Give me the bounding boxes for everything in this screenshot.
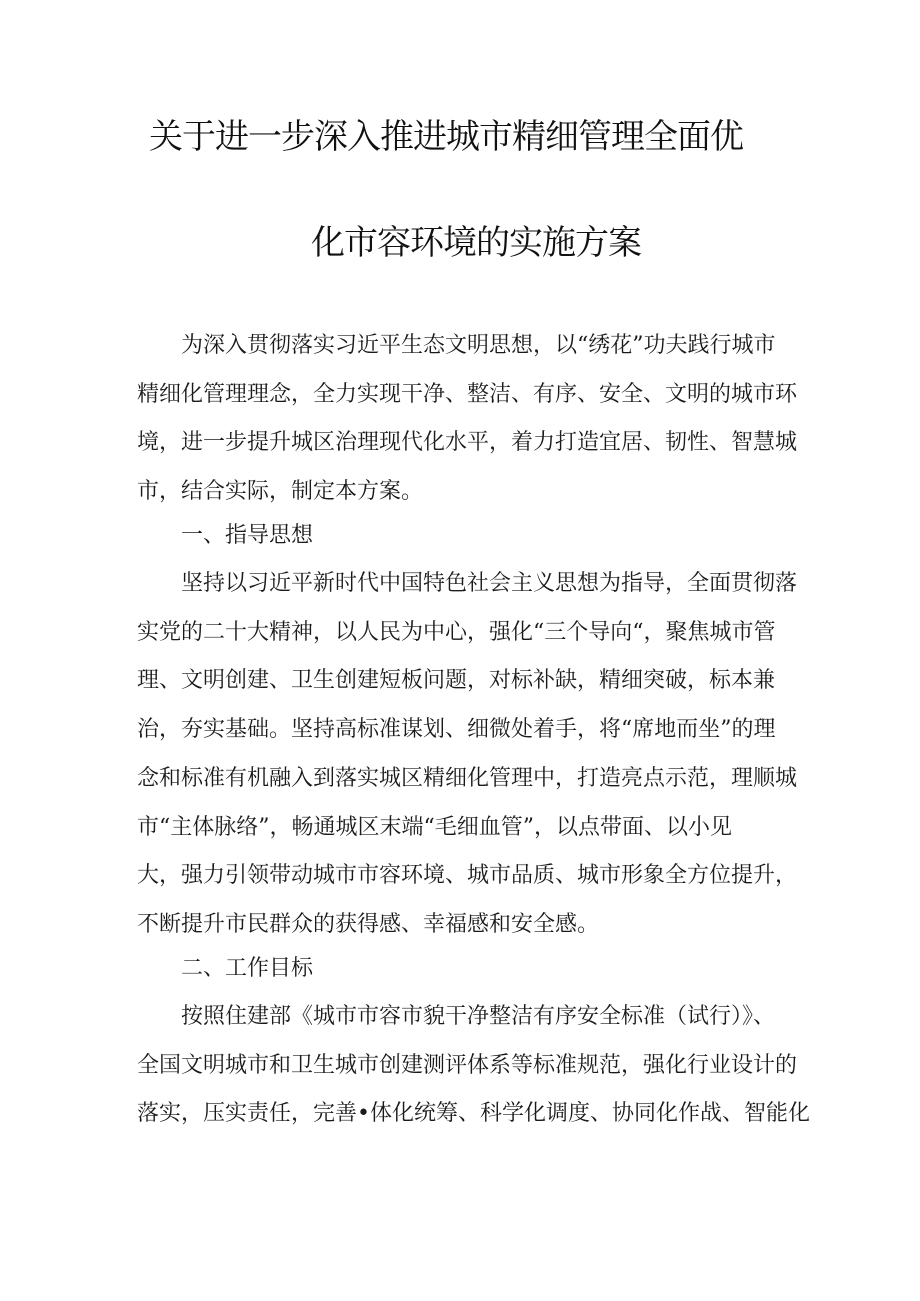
- section-1-line: 大，强力引领带动城市市容环境、城市品质、城市形象全方位提升，: [137, 863, 798, 889]
- section-2-paragraph: [137, 993, 810, 1139]
- section-1-line: 坚持以习近平新时代中国特色社会主义思想为指导，全面贯彻落: [181, 571, 798, 596]
- document-title-line-2: 化市容环境的实施方案: [311, 223, 641, 263]
- section-2-line: 落实，压实责任，完善•体化统筹、科学化调度、协同化作战、智能化: [137, 1101, 810, 1127]
- section-1-line: 市“主体脉络”，畅通城区末端“毛细血管”，以点带面、以小见: [137, 814, 732, 840]
- document-title-line-1: 关于进一步深入推进城市精细管理全面优: [149, 117, 743, 157]
- section-1-line: 不断提升市民群众的获得感、幸福感和安全感。: [137, 911, 600, 937]
- intro-paragraph: [137, 322, 797, 517]
- intro-line: 精细化管理理念，全力实现干净、整洁、有序、安全、文明的城市环: [137, 381, 798, 407]
- section-1-line: 念和标准有机融入到落实城区精细化管理中，打造亮点示范，理顺城: [137, 765, 798, 791]
- section-1-line: 实党的二十大精神，以人民为中心，强化“三个导向“，聚焦城市管: [137, 619, 776, 645]
- intro-line: 为深入贯彻落实习近平生态文明思想，以“绣花”功夫践行城市: [181, 333, 776, 358]
- intro-line: 境，进一步提升城区治理现代化水平，着力打造宜居、韧性、智慧城: [137, 430, 798, 456]
- section-1-line: 理、文明创建、卫生创建短板问题，对标补缺，精细突破，标本兼: [137, 668, 776, 694]
- section-1-heading: 一、指导思想: [181, 523, 314, 548]
- section-1-line: 治，夯实基础。坚持高标准谋划、细微处着手，将“席地而坐”的理: [137, 717, 776, 743]
- intro-line: 市，结合实际，制定本方案。: [137, 479, 424, 505]
- section-1-paragraph: [137, 560, 797, 950]
- section-2-line: 全国文明城市和卫生城市创建测评体系等标准规范，强化行业设计的: [137, 1052, 798, 1078]
- section-2-heading: 二、工作目标: [181, 956, 314, 981]
- section-2-line: 按照住建部《城市市容市貌干净整洁有序安全标准（试行）》、: [181, 1004, 776, 1029]
